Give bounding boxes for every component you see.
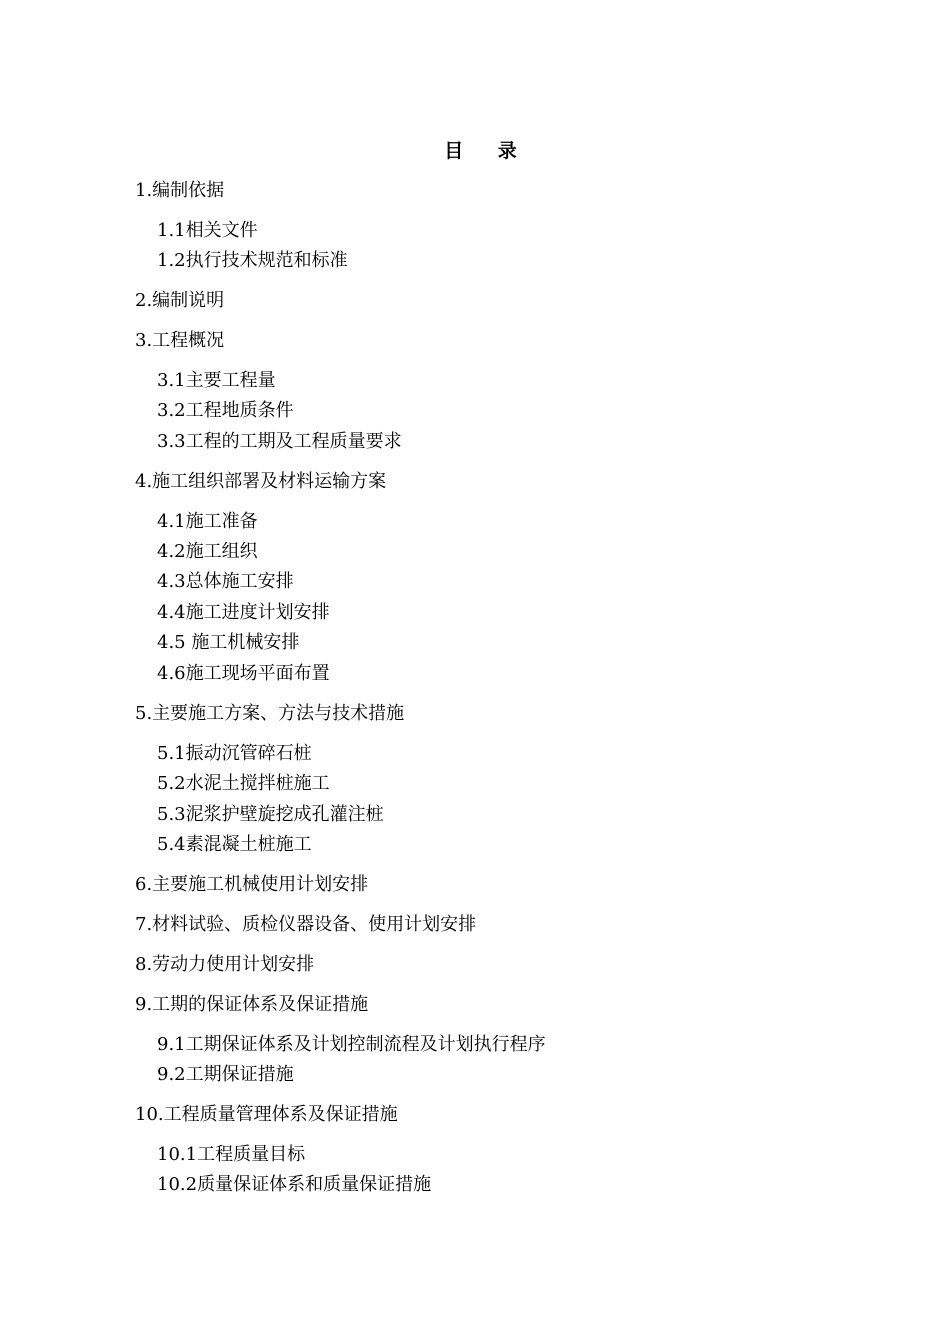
toc-entry-4-2[interactable]: 4.2施工组织 [157, 541, 258, 562]
toc-entry-9-1[interactable]: 9.1工期保证体系及计划控制流程及计划执行程序 [157, 1034, 546, 1055]
toc-entry-9-2[interactable]: 9.2工期保证措施 [157, 1064, 294, 1085]
toc-entry-2[interactable]: 2.编制说明 [135, 290, 225, 311]
toc-entry-6[interactable]: 6.主要施工机械使用计划安排 [135, 874, 369, 895]
toc-entry-4-1[interactable]: 4.1施工准备 [157, 511, 258, 532]
toc-entry-3-3[interactable]: 3.3工程的工期及工程质量要求 [157, 431, 402, 452]
toc-entry-4-3[interactable]: 4.3总体施工安排 [157, 571, 294, 592]
toc-entry-4-4[interactable]: 4.4施工进度计划安排 [157, 602, 330, 623]
toc-entry-5-4[interactable]: 5.4素混凝土桩施工 [157, 834, 312, 855]
toc-entry-10[interactable]: 10.工程质量管理体系及保证措施 [135, 1104, 398, 1125]
toc-entry-8[interactable]: 8.劳动力使用计划安排 [135, 954, 315, 975]
page-title: 目 录 [444, 140, 531, 162]
toc-entry-7[interactable]: 7.材料试验、质检仪器设备、使用计划安排 [135, 914, 477, 935]
toc-entry-10-2[interactable]: 10.2质量保证体系和质量保证措施 [157, 1174, 432, 1195]
toc-entry-3-1[interactable]: 3.1主要工程量 [157, 370, 276, 391]
toc-entry-3[interactable]: 3.工程概况 [135, 330, 225, 351]
toc-entry-4-6[interactable]: 4.6施工现场平面布置 [157, 663, 330, 684]
toc-entry-5-2[interactable]: 5.2水泥土搅拌桩施工 [157, 773, 330, 794]
toc-entry-1-2[interactable]: 1.2执行技术规范和标准 [157, 250, 348, 271]
toc-entry-4-5[interactable]: 4.5 施工机械安排 [157, 632, 300, 653]
toc-entry-1[interactable]: 1.编制依据 [135, 180, 225, 201]
toc-entry-5-3[interactable]: 5.3泥浆护壁旋挖成孔灌注桩 [157, 804, 384, 825]
toc-entry-5[interactable]: 5.主要施工方案、方法与技术措施 [135, 703, 405, 724]
toc-entry-3-2[interactable]: 3.2工程地质条件 [157, 400, 294, 421]
toc-entry-4[interactable]: 4.施工组织部署及材料运输方案 [135, 471, 387, 492]
toc-entry-5-1[interactable]: 5.1振动沉管碎石桩 [157, 743, 312, 764]
toc-entry-1-1[interactable]: 1.1相关文件 [157, 220, 258, 241]
toc-entry-9[interactable]: 9.工期的保证体系及保证措施 [135, 994, 369, 1015]
toc-entry-10-1[interactable]: 10.1工程质量目标 [157, 1144, 306, 1165]
